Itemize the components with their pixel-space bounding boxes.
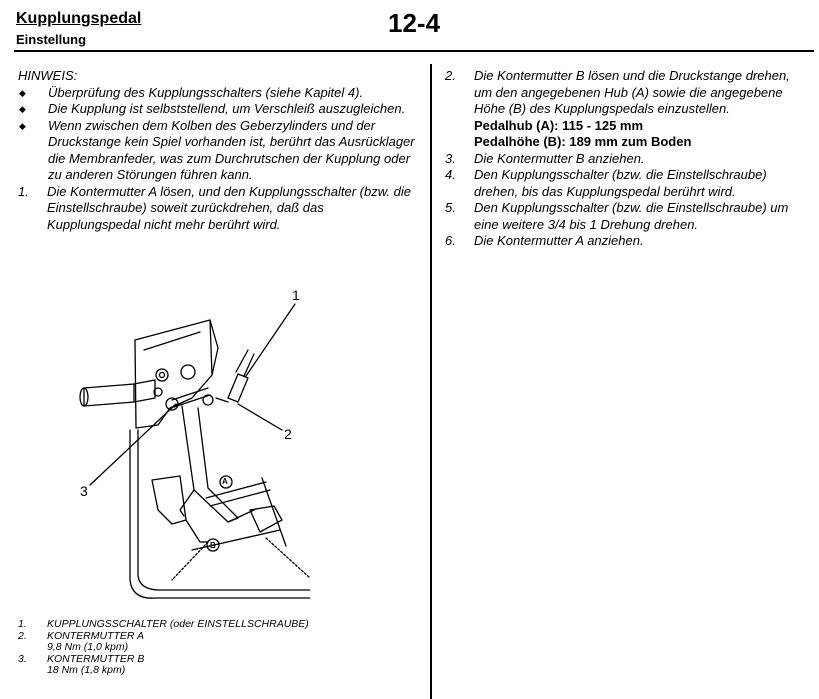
column-divider <box>430 64 432 699</box>
header-rule <box>14 50 814 52</box>
diagram-label-a: A <box>222 477 228 486</box>
step-1: 1. Die Kontermutter A lösen, und den Kupplungsschalter (bzw. die Einstellschraube) soweit zurückdrehen, daß das Kupplungspedal nicht mehr berührt wird. <box>18 183 411 232</box>
step-6: 6. Die Kontermutter A anziehen. <box>445 233 644 248</box>
pedal-arm <box>182 406 238 522</box>
bullet-icon: ◆ <box>19 120 26 131</box>
note-bullet: ◆ Die Kupplung ist selbststellend, um Verschleiß auszugleichen. <box>19 101 406 116</box>
step-4: 4. Den Kupplungsschalter (bzw. die Einstellschraube) drehen, bis das Kupplungspedal berührt wird. <box>445 167 767 199</box>
legend-sub: 9,8 Nm (1,0 kpm) <box>47 641 129 653</box>
callout-line-2 <box>238 404 282 430</box>
note-label: HINWEIS: <box>18 68 78 83</box>
bullet-icon: ◆ <box>19 104 26 114</box>
callout-3: 3 <box>80 483 88 499</box>
note-bullet: ◆ Wenn zwischen dem Kolben des Geberzylinders und der Druckstange kein Spiel vorhanden ist, berührt das Ausrücklager die Membranfeder, was zum Durchrutschen der Kupplung oder zu anderen Störungen führen kann. <box>19 117 415 182</box>
diagram-label-b: B <box>210 541 216 550</box>
brake-pedal <box>152 476 186 524</box>
page-number: 12-4 <box>388 8 441 38</box>
stroke-dimension <box>206 482 270 506</box>
page-title: Kupplungspedal <box>16 10 142 27</box>
legend-sub: 18 Nm (1,8 kpm) <box>47 664 126 676</box>
callout-line-3 <box>90 404 176 485</box>
callout-2: 2 <box>284 426 292 442</box>
bracket-bolt <box>156 369 168 381</box>
legend-item: 1. KUPPLUNGSSCHALTER (oder EINSTELLSCHRAUBE) <box>18 618 309 630</box>
pivot-shaft <box>84 384 134 406</box>
step-2: 2. Die Kontermutter B lösen und die Druckstange drehen, um den angegebenen Hub (A) sowie die angegebene Höhe (B) des Kupplungspedals einzustellen. Pedalhub (A): 115 - 125 mm Pedalhöhe (B): 189 mm zum Boden <box>445 68 810 151</box>
callout-line-1 <box>246 304 295 376</box>
step-5: 5. Den Kupplungsschalter (bzw. die Einstellschraube) um eine weitere 3/4 bis 1 Drehung drehen. <box>445 200 789 232</box>
spec-pedal-stroke: Pedalhub (A): 115 - 125 mm <box>474 117 644 133</box>
right-column <box>445 68 810 250</box>
legend-item: 2. KONTERMUTTER A <box>18 629 145 642</box>
step-3: 3. Die Kontermutter B anziehen. <box>445 150 645 166</box>
legend <box>18 619 309 677</box>
clutch-pedal-diagram <box>60 280 310 610</box>
bullet-icon: ◆ <box>19 87 26 98</box>
legend-item: 3. KONTERMUTTER B <box>18 652 145 665</box>
bracket-bolt <box>181 365 195 379</box>
page-subtitle: Einstellung <box>16 32 87 47</box>
note-bullet: ◆ Überprüfung des Kupplungsschalters (siehe Kapitel 4). <box>19 84 364 100</box>
height-dimension <box>172 538 310 580</box>
pedal-bracket <box>135 320 212 428</box>
clutch-switch <box>228 374 248 402</box>
left-column <box>18 68 418 233</box>
pedal-pad <box>250 506 282 532</box>
spec-pedal-height: Pedalhöhe (B): 189 mm zum Boden <box>474 134 692 149</box>
callout-1: 1 <box>292 287 300 303</box>
